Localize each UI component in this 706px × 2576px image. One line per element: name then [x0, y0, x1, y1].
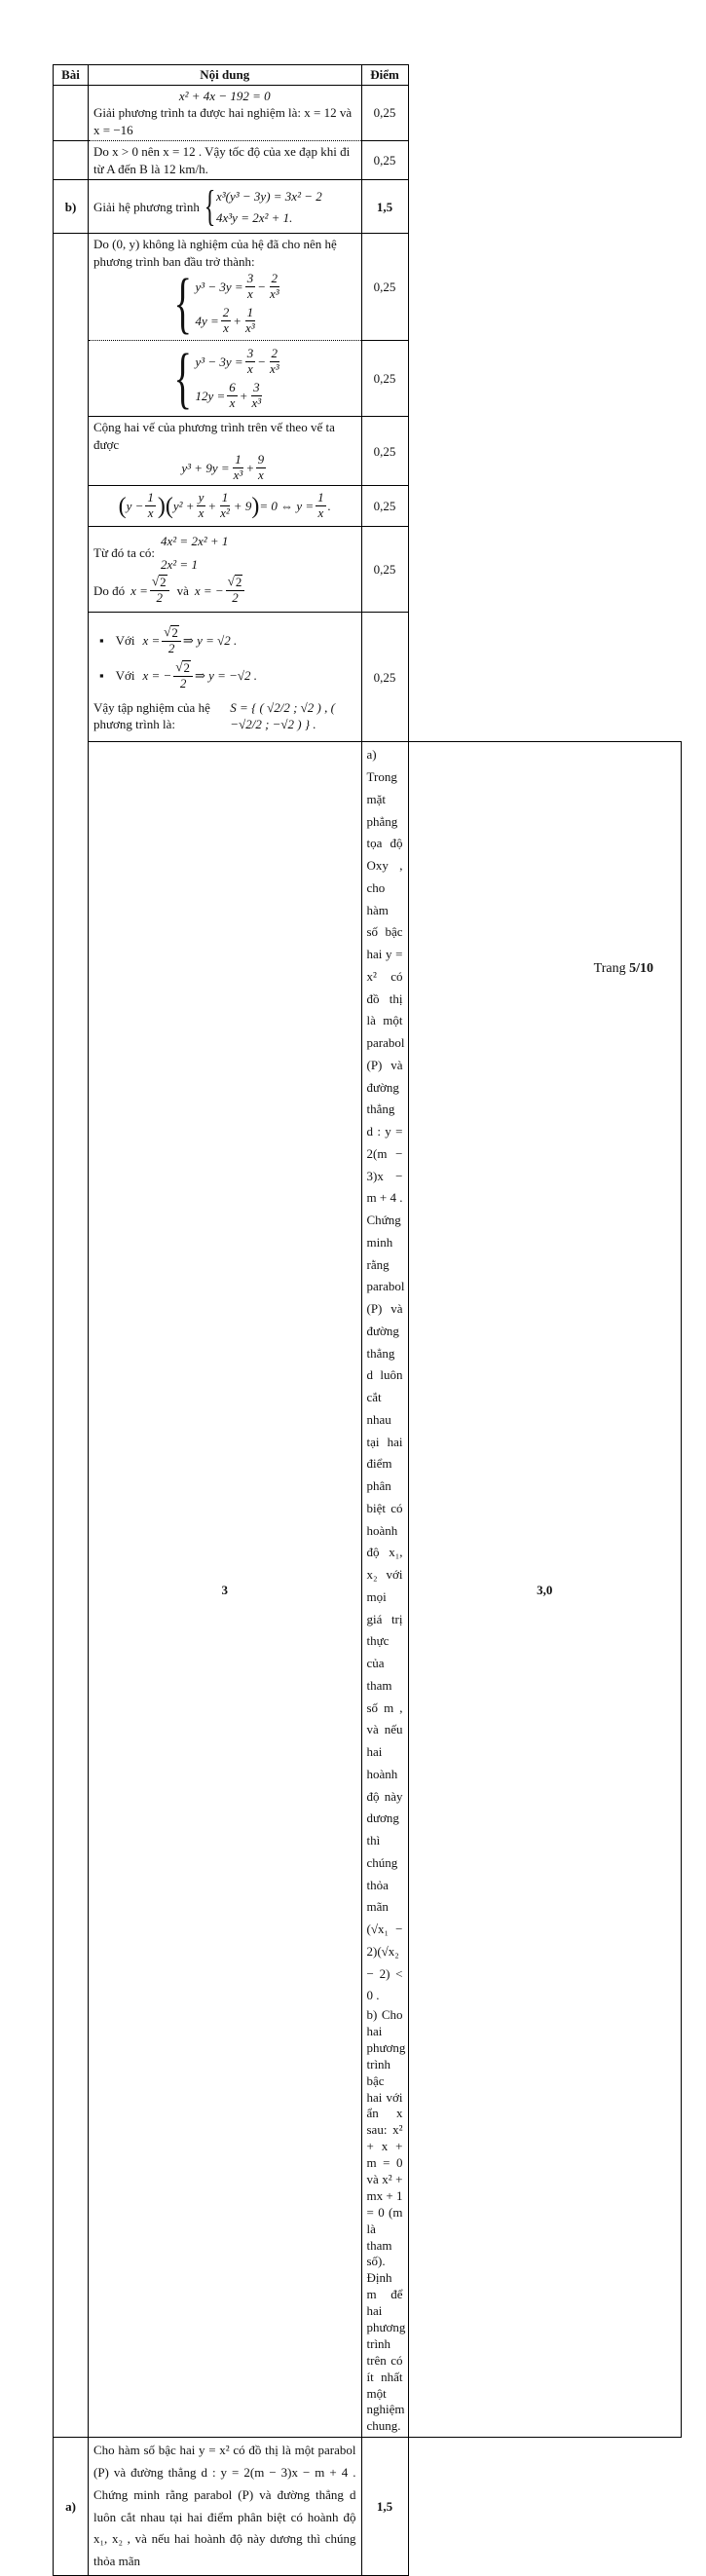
page-label: Trang — [593, 961, 626, 976]
table-row — [54, 341, 682, 417]
score: 0,25 — [361, 613, 408, 742]
row-text: Cho hàm số bậc hai y = x² có đồ thị là một parabol (P) và đường thẳng d : y = 2(m − 3)x − m + 4 . Chứng minh rằng parabol (P) và đường thẳng d luôn cắt nhau tại hai điểm phân biệt có hoành độ x₁, x₂ , và nếu hai hoành độ này dương thì chúng thỏa mãn — [89, 2438, 362, 2576]
equation: 2x² = 1 — [161, 556, 198, 572]
equation-system: { x³(y³ − 3y) = 3x² − 2 4x³y = 2x² + 1. — [204, 182, 322, 231]
equation-lhs: 4y = — [195, 314, 219, 329]
row-text: Vậy tập nghiệm của hệ phương trình là: — [93, 699, 210, 732]
row-text: Do (0, y) không là nghiệm của hệ đã cho nên hệ phương trình ban đầu trở thành: — [93, 237, 337, 269]
score: 0,25 — [361, 85, 408, 141]
page-number: 5/10 — [629, 961, 653, 976]
equation-lhs: y³ + 9y = — [181, 461, 230, 476]
header-bai: Bài — [54, 65, 89, 86]
page-footer — [594, 961, 653, 977]
header-noi-dung: Nội dung — [89, 65, 362, 86]
list-item: ▪ Với x = √ 2 2 ⇒ y = √2 . — [99, 625, 356, 656]
operator: + — [246, 461, 254, 476]
table-row: Từ đó ta có: 4x² = 2x² + 1 2x² = 1 Do đó x = √ 2 2 và x = − √ 2 2 0,25 — [54, 527, 682, 613]
equation-lhs: y³ − 3y = — [195, 280, 243, 295]
score: 1,5 — [361, 2438, 408, 2576]
section-label: 3 — [89, 742, 362, 2438]
table-row — [54, 180, 682, 234]
fraction: $\frac{1}{\text{x³}}$ — [245, 305, 255, 336]
fraction: $\frac{3}{x}$ — [246, 271, 254, 302]
table-row — [54, 85, 682, 141]
row-text: Do đó — [93, 582, 126, 598]
operator: − — [257, 280, 266, 295]
table-row — [54, 2438, 682, 2576]
fraction: $\frac{9}{x}$ — [257, 452, 265, 483]
grading-table — [53, 64, 682, 2576]
table-header — [54, 65, 682, 86]
table-row — [54, 141, 682, 180]
score: 0,25 — [361, 234, 408, 341]
table-row — [54, 486, 682, 527]
row-text: Giải phương trình ta được hai nghiệm là: x = 12 và x = −16 — [93, 105, 353, 137]
fraction: $\frac{3}{x}$ — [246, 345, 254, 376]
fraction: $\frac{2}{\text{x³}}$ — [269, 271, 279, 302]
operator: + — [233, 314, 242, 329]
fraction: $\frac{2}{\text{x³}}$ — [269, 345, 279, 376]
table-row — [54, 613, 682, 742]
problem-a: a) Trong mặt phẳng tọa độ Oxy , cho hàm số bậc hai y = x² có đồ thị là một parabol (P) và đường thẳng d : y = 2(m − 3)x − m + 4 . Chứng minh rằng parabol (P) và đường thẳng d luôn cắt nhau tại hai điểm phân biệt có hoành độ x₁, x₂ với mọi giá trị thực của tham số m , và nếu hai hoành độ này dương thì chúng thỏa mãn (√x₁ − 2)(√x₂ − 2) < 0 . — [366, 747, 405, 2003]
table-row — [54, 234, 682, 341]
score: 0,25 — [361, 527, 408, 613]
fraction: √ 2 2 — [226, 575, 245, 606]
score: 3,0 — [408, 742, 682, 2438]
list-item: ▪ Với x = − √ 2 2 ⇒ y = −√2 . — [99, 660, 356, 691]
fraction: $\frac{3}{\text{x³}}$ — [251, 379, 262, 410]
equation-lhs: 12y = — [195, 388, 226, 403]
score: 1,5 — [361, 180, 408, 234]
fraction: $\frac{1}{\text{x³}}$ — [233, 452, 243, 483]
fraction: $\frac{6}{x}$ — [229, 379, 236, 410]
equation: x² + 4x − 192 = 0 — [178, 88, 271, 103]
row-text: Do x > 0 nên x = 12 . Vậy tốc độ của xe đạp khi đi từ A đến B là 12 km/h. — [89, 141, 362, 180]
equation-system: { y³ − 3y = $\frac{3}{x}$ − $\frac{2}{\text{x³}}$ 12y = $\frac{6}{x}$ + $\frac{3}{\text{x³}}$ — [173, 340, 279, 416]
equation-lhs: y³ − 3y = — [195, 354, 243, 369]
solution-set: S = { ( √2/2 ; √2 ) , ( −√2/2 ; −√2 ) } . — [230, 699, 335, 732]
row-text: Từ đó ta có: — [93, 545, 156, 561]
table-row — [54, 417, 682, 486]
fraction: $\frac{2}{x}$ — [222, 305, 230, 336]
row-text: Cộng hai vế của phương trình trên vế theo vế ta được — [93, 420, 335, 452]
score: 0,25 — [361, 341, 408, 417]
section-label: a) — [54, 2438, 89, 2576]
operator: + — [239, 388, 248, 403]
score: 0,25 — [361, 417, 408, 486]
score: 0,25 — [361, 141, 408, 180]
section-label: b) — [54, 180, 89, 234]
fraction: √ 2 2 — [150, 575, 169, 606]
equation: 4x³y = 2x² + 1. — [216, 209, 293, 225]
header-diem: Điểm — [361, 65, 408, 86]
equation: 4x² = 2x² + 1 — [161, 534, 229, 549]
operator: − — [257, 354, 266, 369]
row-text: Giải hệ phương trình — [93, 199, 200, 214]
equation: x³(y³ − 3y) = 3x² − 2 — [216, 188, 322, 204]
equation: ( y − $\frac{1}{x}$ )( y² + $\frac{y}{x}$ + $\frac{1}{\text{x²}}$ + 9 ) = 0 ⇔ y = $\frac{1}{x}$ . — [118, 490, 331, 521]
table-row — [54, 742, 682, 2438]
problem-b: b) Cho hai phương trình bậc hai với ẩn x sau: x² + x + m = 0 và x² + mx + 1 = 0 (m là tham số). Định m để hai phương trình trên có ít nhất một nghiệm chung. — [366, 2007, 406, 2434]
score: 0,25 — [361, 486, 408, 527]
equation-system: { y³ − 3y = $\frac{3}{x}$ − $\frac{2}{\text{x³}}$ 4y = $\frac{2}{x}$ + $\frac{1}{\text{x³}}$ — [173, 266, 279, 342]
